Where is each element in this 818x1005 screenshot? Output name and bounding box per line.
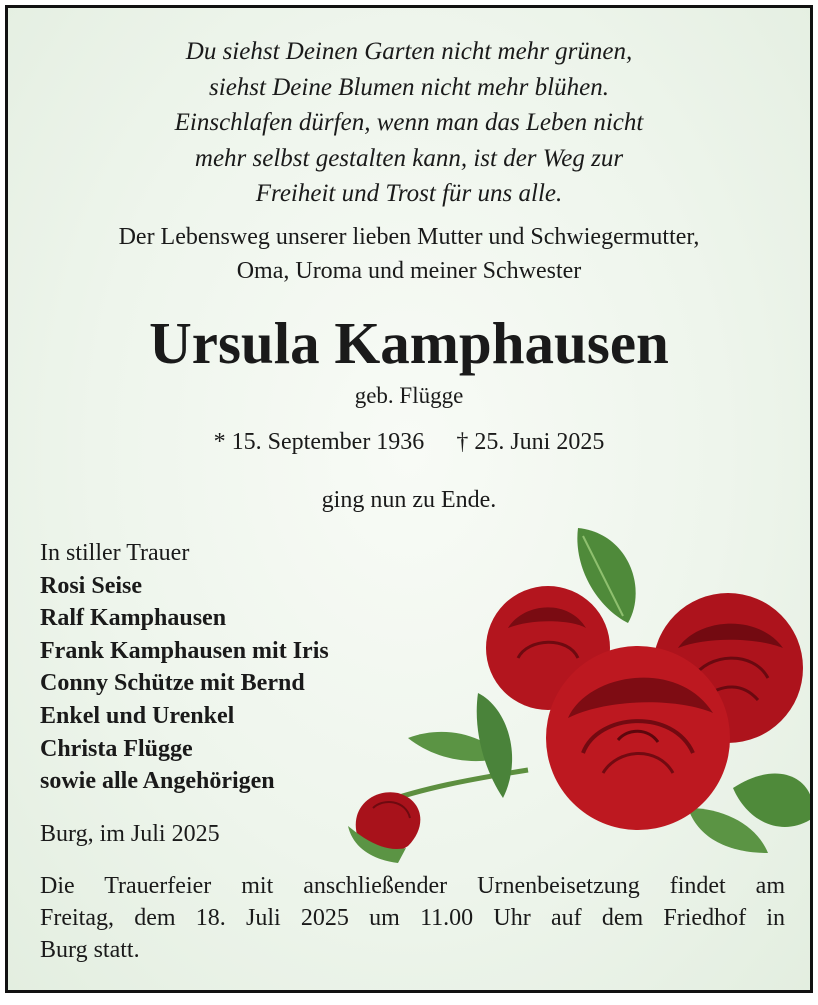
intro-line: Der Lebensweg unserer lieben Mutter und Schwiegermutter, — [118, 224, 700, 250]
poem-line: Einschlafen dürfen, wenn man das Leben nicht — [174, 109, 644, 136]
mourner-name: Christa Flügge — [40, 735, 193, 762]
obituary-notice — [5, 5, 813, 993]
mourner-name: Frank Kamphausen mit Iris — [40, 637, 329, 664]
birth-date: * 15. September 1936 — [213, 429, 425, 455]
mourners-heading: In stiller Trauer — [40, 540, 190, 566]
intro-line: Oma, Uroma und meiner Schwester — [236, 258, 582, 284]
poem — [8, 34, 810, 212]
death-date: † 25. Juni 2025 — [456, 429, 605, 455]
intro-text — [8, 220, 810, 288]
poem-line: Du siehst Deinen Garten nicht mehr grünen, — [185, 38, 633, 65]
mourner-name: Conny Schütze mit Bernd — [40, 670, 305, 697]
poem-line: siehst Deine Blumen nicht mehr blühen. — [209, 73, 609, 101]
place-date: Burg, im Juli 2025 — [40, 821, 220, 847]
funeral-line: Die Trauerfeier mit anschließender Urnenbeisetzung findet am — [40, 873, 785, 899]
maiden-name: geb. Flügge — [354, 383, 464, 408]
mourner-name: Rosi Seise — [40, 572, 142, 599]
mourners-list — [40, 537, 480, 798]
ended-text: ging nun zu Ende. — [321, 487, 497, 513]
mourner-name: Enkel und Urenkel — [40, 702, 235, 729]
deceased-name: Ursula Kamphausen — [149, 310, 669, 376]
life-dates — [8, 425, 810, 459]
funeral-line: Freitag, dem 18. Juli 2025 um 11.00 Uhr auf dem Friedhof in — [40, 905, 785, 931]
mourner-name: Ralf Kamphausen — [40, 605, 227, 632]
poem-line: Freiheit und Trost für uns alle. — [255, 180, 563, 207]
funeral-info — [40, 870, 785, 966]
mourner-name: sowie alle Angehörigen — [40, 768, 275, 795]
funeral-line: Burg statt. — [40, 937, 140, 963]
poem-line: mehr selbst gestalten kann, ist der Weg zur — [194, 144, 624, 172]
